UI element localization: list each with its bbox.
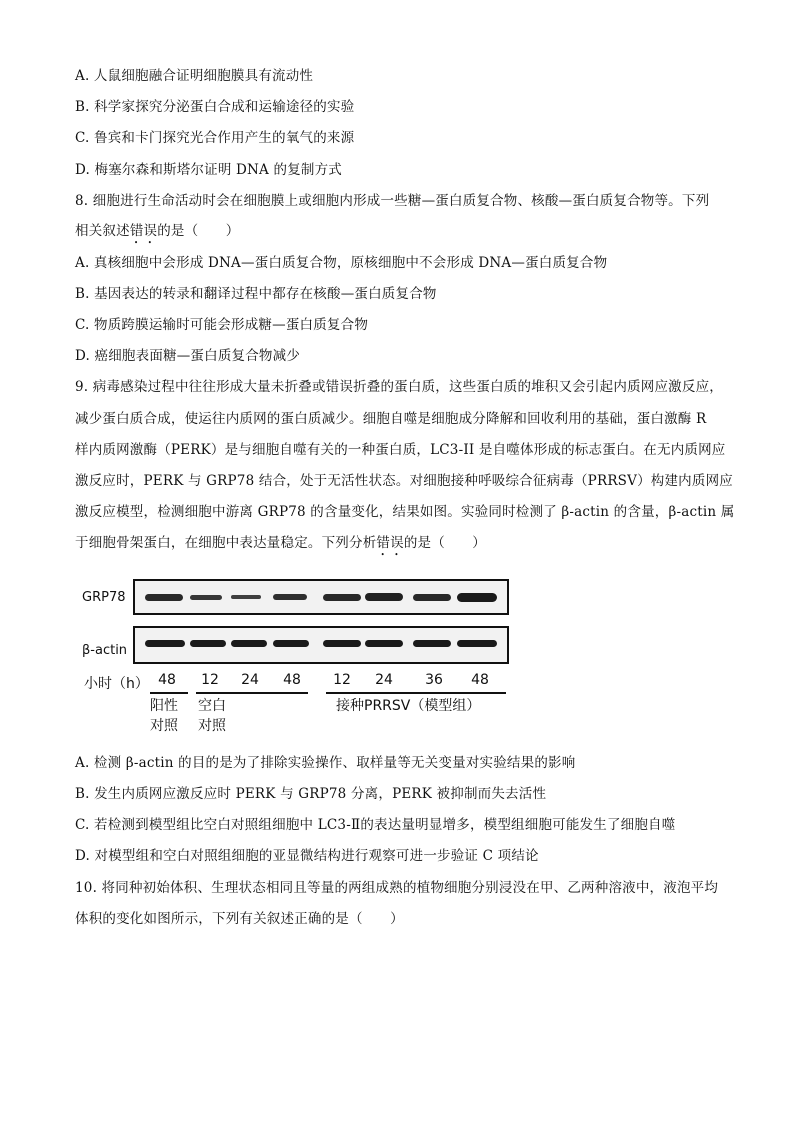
- q7-option-c: C. 鲁宾和卡门探究光合作用产生的氧气的来源: [75, 130, 355, 146]
- q8-emphasis-word: 错误: [129, 223, 158, 239]
- q8-stem-line-1: 8. 细胞进行生命活动时会在细胞膜上或细胞内形成一些糖—蛋白质复合物、核酸—蛋白质复合物等。下列: [75, 193, 710, 209]
- blank-control-label-line-1: 空白: [198, 698, 226, 714]
- q9-stem-line-3: 样内质网激酶（PERK）是与细胞自噬有关的一种蛋白质，LC3-II 是自噬体形成的标志蛋白。在无内质网应: [75, 442, 726, 458]
- beta-actin-band: [273, 640, 309, 647]
- q9-stem-line-2: 减少蛋白质合成，使运往内质网的蛋白质减少。细胞自噬是细胞成分降解和回收利用的基础，蛋白激酶 R: [75, 411, 707, 427]
- beta-actin-band: [457, 640, 497, 647]
- grp78-blot-panel: [133, 579, 509, 615]
- time-label-6: 24: [375, 672, 393, 688]
- q9-emphasis-word: 错误: [376, 535, 404, 551]
- positive-control-label: [150, 696, 178, 736]
- q10-stem-line-1: 10. 将同种初始体积、生理状态相同且等量的两组成熟的植物细胞分别浸没在甲、乙两种溶液中，液泡平均: [75, 880, 719, 896]
- q10-stem-line-2: 体积的变化如图所示，下列有关叙述正确的是（ ）: [75, 911, 404, 927]
- beta-actin-blot-panel: [133, 626, 509, 664]
- grp78-band: [457, 593, 497, 602]
- q8-option-d: D. 癌细胞表面糖—蛋白质复合物减少: [75, 348, 301, 364]
- q9-option-c: C. 若检测到模型组比空白对照组细胞中 LC3-Ⅱ的表达量明显增多，模型组细胞可能发生了细胞自噬: [75, 817, 676, 833]
- q9-option-d: D. 对模型组和空白对照组细胞的亚显微结构进行观察可进一步验证 C 项结论: [75, 848, 539, 864]
- positive-control-label-line-1: 阳性: [150, 698, 178, 714]
- blank-control-underline: [196, 692, 308, 694]
- model-group-label: 接种PRRSV（模型组）: [336, 698, 481, 714]
- beta-actin-band: [145, 640, 185, 647]
- q9-stem-line-4: 激反应时，PERK 与 GRP78 结合，处于无活性状态。对细胞接种呼吸综合征病毒（PRRSV）构建内质网应: [75, 473, 733, 489]
- q8-option-a: A. 真核细胞中会形成 DNA—蛋白质复合物，原核细胞中不会形成 DNA—蛋白质复合物: [75, 255, 608, 271]
- q9-stem-line-5: 激反应模型，检测细胞中游离 GRP78 的含量变化，结果如图。实验同时检测了 β-actin 的含量，β-actin 属: [75, 504, 735, 520]
- beta-actin-band: [413, 640, 451, 647]
- time-axis-label: 小时（h）: [84, 676, 149, 692]
- time-label-2: 12: [201, 672, 219, 688]
- q9-stem-prefix: 于细胞骨架蛋白，在细胞中表达量稳定。下列分析: [75, 535, 377, 551]
- time-label-8: 48: [471, 672, 489, 688]
- model-group-underline: [326, 692, 506, 694]
- grp78-band: [365, 593, 403, 601]
- grp78-band: [273, 594, 307, 600]
- grp78-band: [190, 595, 222, 600]
- grp78-band: [413, 594, 451, 601]
- q8-stem-line-2: [75, 221, 734, 247]
- q8-option-c: C. 物质跨膜运输时可能会形成糖—蛋白质复合物: [75, 317, 369, 333]
- beta-actin-band: [323, 640, 361, 647]
- q7-option-d: D. 梅塞尔森和斯塔尔证明 DNA 的复制方式: [75, 162, 342, 178]
- time-label-5: 12: [333, 672, 351, 688]
- q9-option-a: A. 检测 β-actin 的目的是为了排除实验操作、取样量等无关变量对实验结果的影响: [75, 755, 576, 771]
- beta-actin-band: [190, 640, 226, 647]
- q9-option-b: B. 发生内质网应激反应时 PERK 与 GRP78 分离，PERK 被抑制而失去活性: [75, 786, 547, 802]
- q7-option-b: B. 科学家探究分泌蛋白合成和运输途径的实验: [75, 99, 355, 115]
- q8-stem-prefix: 相关叙述: [75, 223, 130, 239]
- q7-option-a: A. 人鼠细胞融合证明细胞膜具有流动性: [75, 68, 314, 84]
- grp78-band: [145, 594, 183, 601]
- time-label-3: 24: [241, 672, 259, 688]
- positive-control-label-line-2: 对照: [150, 718, 178, 734]
- grp78-band: [323, 594, 361, 601]
- q9-stem-suffix: 的是（ ）: [403, 535, 487, 551]
- grp78-band: [231, 595, 261, 599]
- time-label-1: 48: [158, 672, 176, 688]
- q9-stem-line-6: [75, 533, 734, 559]
- beta-actin-band: [365, 640, 403, 647]
- beta-actin-band: [231, 640, 267, 647]
- q8-stem-suffix: 的是（ ）: [157, 223, 240, 239]
- q9-stem-line-1: 9. 病毒感染过程中往往形成大量未折叠或错误折叠的蛋白质，这些蛋白质的堆积又会引起内质网应激反应，: [75, 379, 723, 395]
- grp78-row-label: GRP78: [82, 590, 126, 605]
- blank-control-label-line-2: 对照: [198, 718, 226, 734]
- time-label-7: 36: [425, 672, 443, 688]
- blank-control-label: [198, 696, 226, 736]
- beta-actin-row-label: β-actin: [82, 643, 128, 658]
- time-label-4: 48: [283, 672, 301, 688]
- q8-option-b: B. 基因表达的转录和翻译过程中都存在核酸—蛋白质复合物: [75, 286, 437, 302]
- positive-control-underline: [150, 692, 188, 694]
